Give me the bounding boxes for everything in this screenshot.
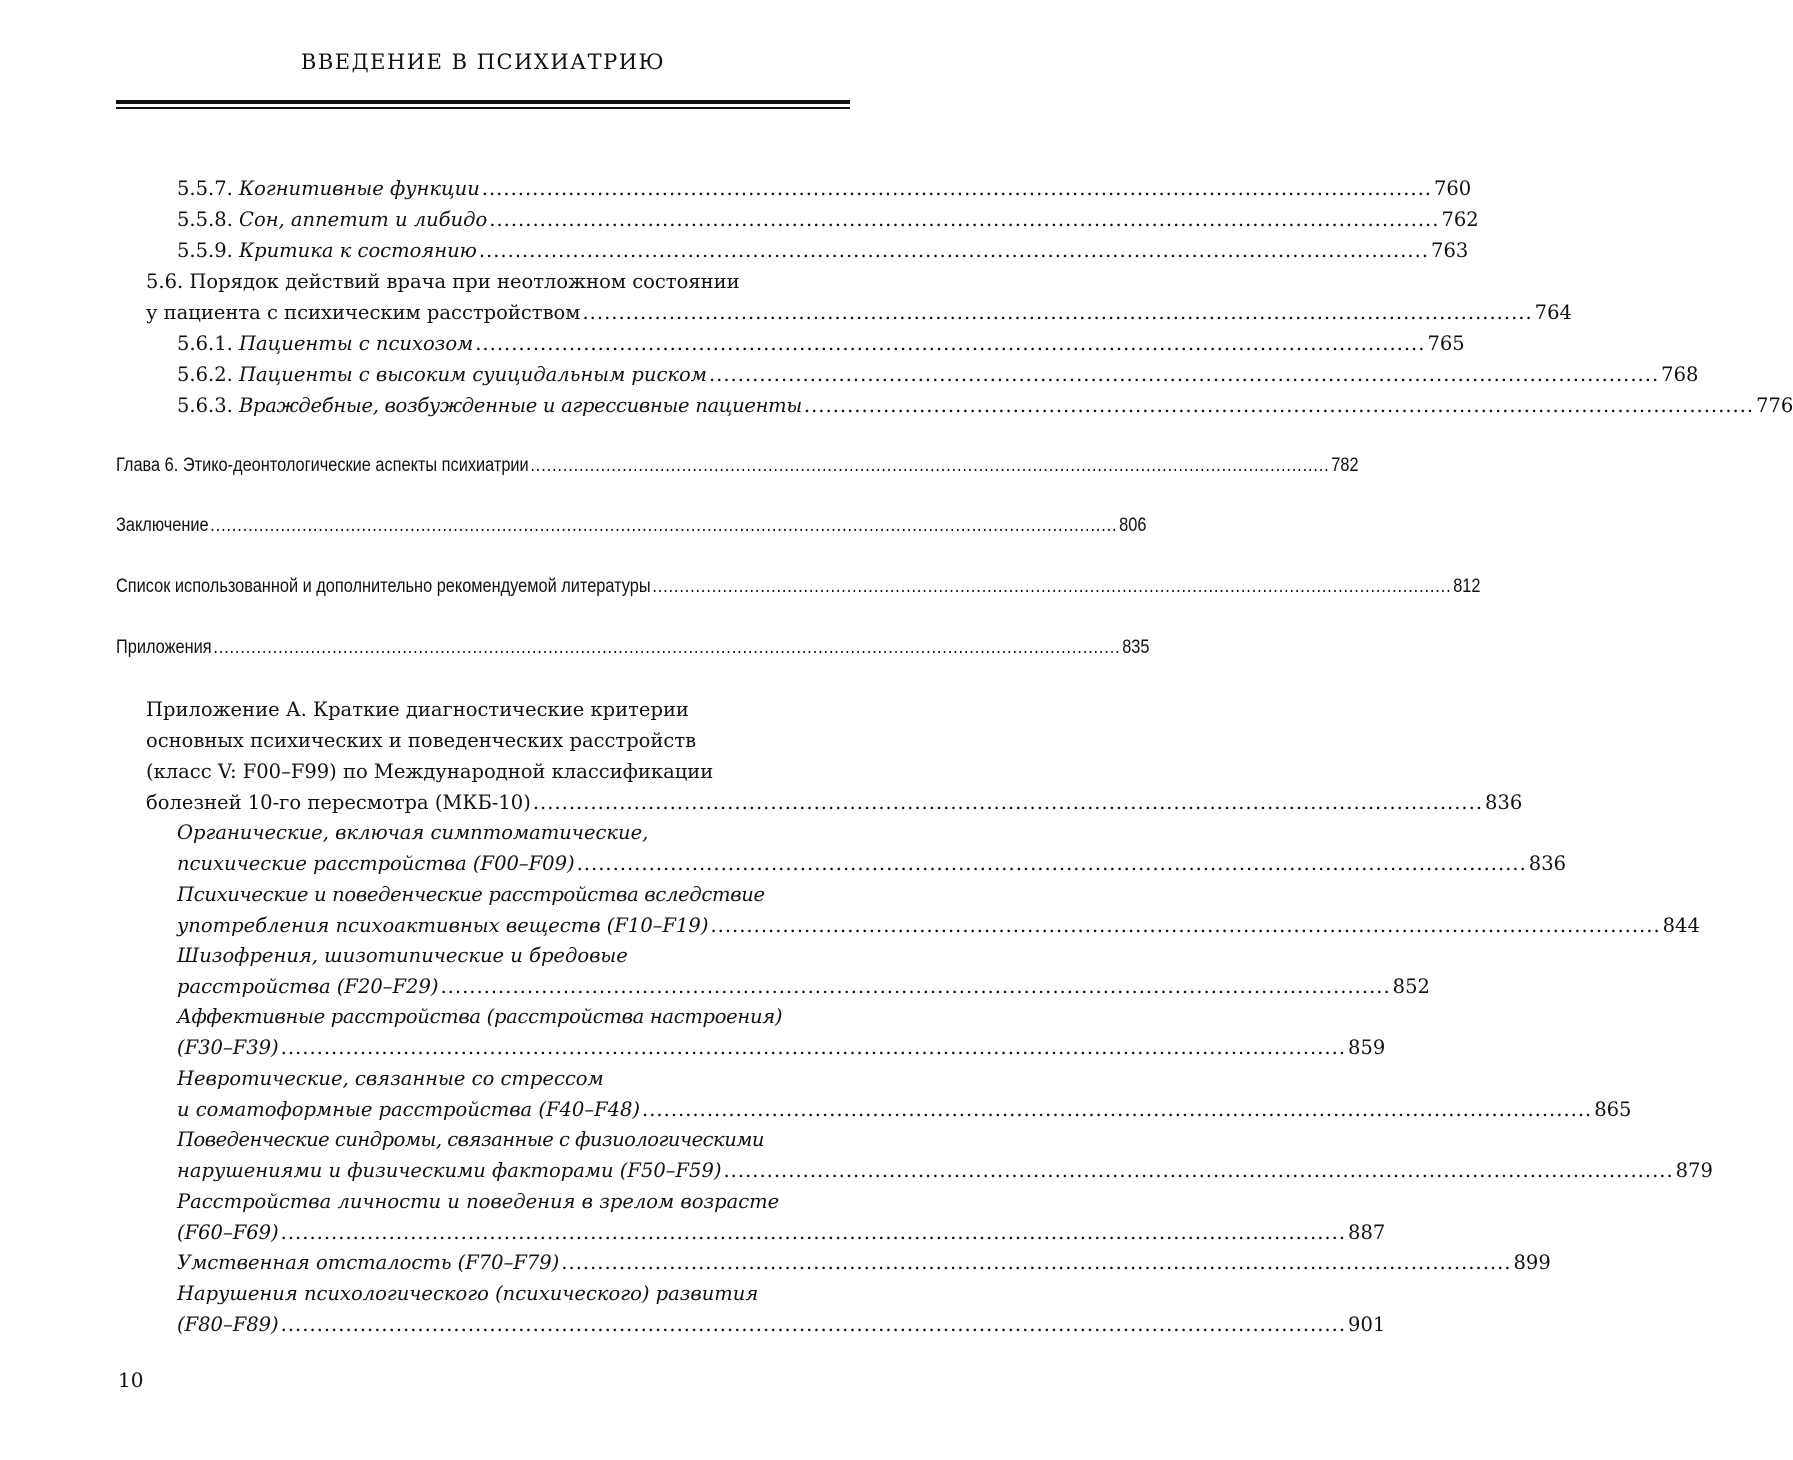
toc-leader: .................................................................................................................................... <box>478 239 1430 262</box>
toc-leader: .................................................................................................................................... <box>582 301 1533 324</box>
toc-entry-title-line: у пациента с психическим расстройством <box>146 301 581 324</box>
toc-entry-title: Список использованной и дополнительно рекомендуемой литературы <box>116 576 651 597</box>
toc-leader: .................................................................................................................................... <box>561 1251 1512 1274</box>
toc-entry-page: 836 <box>1528 852 1567 875</box>
toc-entry-title-line: Шизофрения, шизотипические и бредовые <box>177 944 628 967</box>
toc-entry <box>177 971 1430 1002</box>
toc-entry-title-line: расстройства (F20–F29) <box>177 975 439 998</box>
toc-entry-page: 887 <box>1348 1221 1386 1244</box>
toc-entry-page: 764 <box>1534 301 1572 324</box>
toc-entry-title-line: Поведенческие синдромы, связанные с физиологическими <box>177 1128 764 1151</box>
toc-entry-page: 763 <box>1431 239 1469 262</box>
toc-entry-title: Враждебные, возбужденные и агрессивные пациенты <box>239 394 802 417</box>
toc-leader: .................................................................................................................................... <box>475 332 1426 355</box>
toc-entry-title: Глава 6. Этико-деонтологические аспекты психиатрии <box>116 455 529 476</box>
toc-entry-page: 901 <box>1348 1313 1386 1336</box>
toc-entry-title-line: (F30–F39) <box>177 1036 279 1059</box>
toc-entry-title-line: употребления психоактивных веществ (F10–F19) <box>177 914 709 937</box>
toc-entry <box>177 173 1472 204</box>
toc-entry-number: 5.5.7. <box>177 177 233 200</box>
toc-entry-page: 859 <box>1348 1036 1386 1059</box>
toc-entry-title-line: основных психических и поведенческих расстройств <box>146 729 697 752</box>
toc-entry <box>177 1155 1713 1186</box>
toc-entry-title: Умственная отсталость (F70–F79) <box>177 1251 560 1274</box>
toc-entry <box>177 359 1699 390</box>
header-rule-thin <box>116 107 850 109</box>
toc-entry-page: 765 <box>1427 332 1465 355</box>
toc-leader: .................................................................................................................................... <box>710 914 1661 937</box>
toc-entry-title: Заключение <box>116 515 209 536</box>
toc-leader: .................................................................................................................................................... <box>280 1313 1347 1336</box>
toc-entry-page: 852 <box>1392 975 1430 998</box>
toc-entry <box>177 1032 1386 1063</box>
toc-entry <box>177 390 1793 421</box>
toc-entry <box>146 297 1572 328</box>
toc-entry-number: 5.6.1. <box>177 332 233 355</box>
toc-entry <box>177 1094 1632 1125</box>
toc-entry-page: 899 <box>1513 1251 1551 1274</box>
toc-leader: .................................................................................................................................... <box>708 363 1660 386</box>
toc-entry-title-line: (F60–F69) <box>177 1221 279 1244</box>
toc-entry <box>177 235 1469 266</box>
toc-leader: .................................................................................................................................... <box>803 394 1755 417</box>
toc-entry-title-line: Органические, включая симптоматические, <box>177 821 649 844</box>
toc-leader: ........................................................................................................................................................................ <box>213 637 1121 658</box>
toc-chapter <box>116 510 1147 541</box>
toc-entry-title-line: и соматоформные расстройства (F40–F48) <box>177 1098 641 1121</box>
toc-entry-title-line: болезней 10-го пересмотра (МКБ-10) <box>146 791 531 814</box>
toc-entry-page: 806 <box>1119 515 1147 536</box>
toc-leader: .................................................................................................................................... <box>440 975 1391 998</box>
toc-entry-title: Приложения <box>116 637 212 658</box>
toc-entry-page: 812 <box>1453 576 1481 597</box>
toc-entry-title: Критика к состоянию <box>239 239 477 262</box>
toc-entry-title-line: (класс V: F00–F99) по Международной классификации <box>146 760 714 783</box>
toc-entry-title: Когнитивные функции <box>239 177 480 200</box>
toc-leader: .................................................................................................................................... <box>642 1098 1593 1121</box>
page-number: 10 <box>118 1368 144 1392</box>
toc-chapter <box>116 571 1481 602</box>
toc-entry-title-line: Невротические, связанные со стрессом <box>177 1067 604 1090</box>
toc-leader: .................................................................................................................................... <box>576 852 1527 875</box>
toc-entry-page: 879 <box>1675 1159 1713 1182</box>
toc-leader: .................................................................................................................................... <box>489 208 1440 231</box>
toc-entry-title-line: 5.6. Порядок действий врача при неотложном состоянии <box>146 270 740 293</box>
toc-entry-title-line: Приложение А. Краткие диагностические критерии <box>146 698 689 721</box>
toc-entry-page: 762 <box>1441 208 1479 231</box>
toc-entry <box>177 1309 1386 1340</box>
toc-entry-title-line: Аффективные расстройства (расстройства настроения) <box>177 1005 783 1028</box>
toc-entry <box>177 910 1700 941</box>
toc-entry-title-line: Расстройства личности и поведения в зрелом возрасте <box>177 1190 780 1213</box>
toc-leader: .................................................................................................................................................... <box>280 1221 1347 1244</box>
toc-entry-title-line: психические расстройства (F00–F09) <box>177 852 575 875</box>
toc-entry <box>177 204 1479 235</box>
toc-entry <box>177 1217 1386 1248</box>
toc-leader: .................................................................................................................................................... <box>280 1036 1347 1059</box>
toc-leader: .................................................................................................................................................... <box>530 455 1330 476</box>
toc-entry-page: 776 <box>1756 394 1793 417</box>
toc-entry-title: Пациенты с высоким суицидальным риском <box>239 363 707 386</box>
toc-entry-page: 768 <box>1661 363 1699 386</box>
toc-leader: .................................................................................................................................... <box>481 177 1432 200</box>
toc-entry-number: 5.6.3. <box>177 394 233 417</box>
running-header: ВВЕДЕНИЕ В ПСИХИАТРИЮ <box>300 50 666 74</box>
toc-entry-number: 5.5.9. <box>177 239 233 262</box>
toc-entry <box>177 328 1465 359</box>
toc-entry-title: Сон, аппетит и либидо <box>239 208 488 231</box>
toc-entry-page: 836 <box>1485 791 1523 814</box>
toc-entry-title-line: Психические и поведенческие расстройства вследствие <box>177 883 765 906</box>
toc-leader: .................................................................................................................................... <box>723 1159 1674 1182</box>
toc-entry-title-line: Нарушения психологического (психического) развития <box>177 1282 759 1305</box>
toc-entry-title: Пациенты с психозом <box>239 332 474 355</box>
toc-entry-number: 5.6.2. <box>177 363 233 386</box>
toc-chapter <box>116 632 1150 663</box>
toc-entry <box>177 1247 1551 1278</box>
toc-entry-page: 782 <box>1331 455 1359 476</box>
toc-entry <box>146 787 1523 818</box>
toc-leader: .................................................................................................................................... <box>532 791 1484 814</box>
header-rule-thick <box>116 100 850 104</box>
toc-entry-page: 865 <box>1594 1098 1632 1121</box>
toc-entry-page: 835 <box>1122 637 1150 658</box>
toc-entry-page: 760 <box>1433 177 1472 200</box>
toc-entry <box>177 848 1567 879</box>
toc-entry-page: 844 <box>1662 914 1700 937</box>
toc-entry-title-line: (F80–F89) <box>177 1313 279 1336</box>
toc-leader: .................................................................................................................................................... <box>652 576 1452 597</box>
toc-chapter <box>116 450 1359 481</box>
toc-leader: ........................................................................................................................................................................ <box>210 515 1118 536</box>
toc-entry-number: 5.5.8. <box>177 208 233 231</box>
toc-entry-title-line: нарушениями и физическими факторами (F50–F59) <box>177 1159 722 1182</box>
